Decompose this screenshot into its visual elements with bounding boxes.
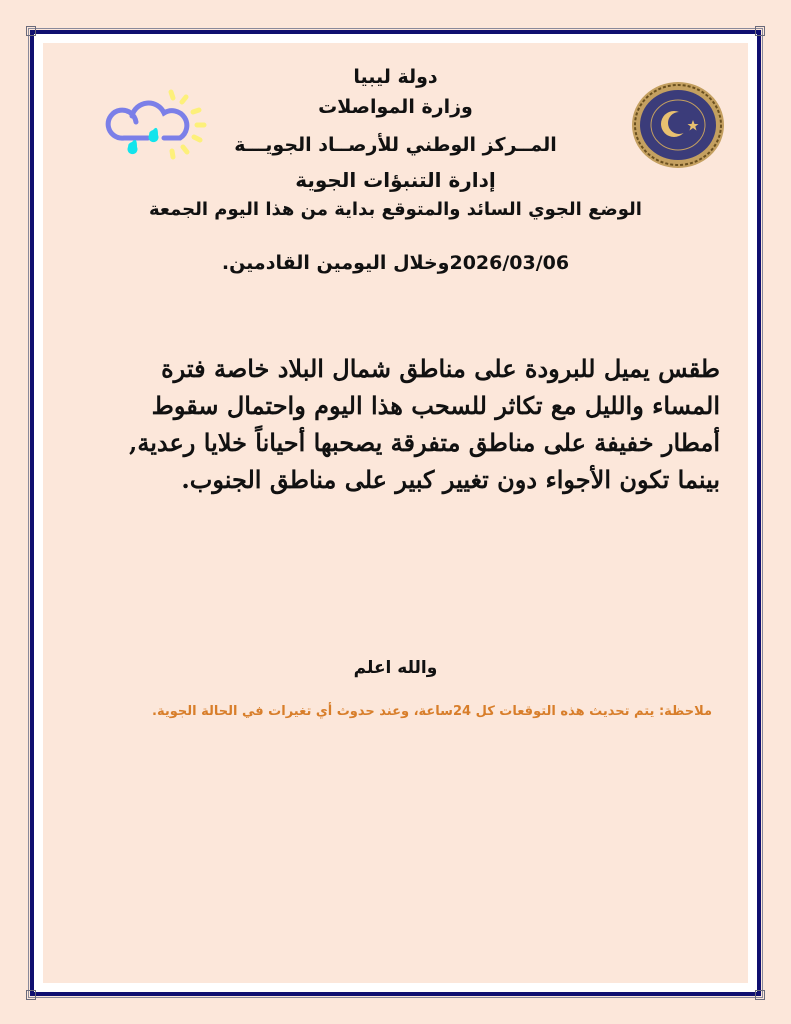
ministry-name: وزارة المواصلات bbox=[318, 96, 473, 118]
update-note: ملاحظة: يتم تحديث هذه التوقعات كل 24ساعة، وعند حدوث أي تغيرات في الحالة الجوية. bbox=[152, 704, 712, 719]
forecast-department-name: إدارة التنبؤات الجوية bbox=[295, 168, 496, 192]
forecast-date-line: 2026/03/06وخلال اليومين القادمين. bbox=[221, 252, 570, 274]
border-corner-ornament bbox=[26, 990, 36, 1000]
border-corner-ornament bbox=[26, 26, 36, 36]
meteorological-center-name: المــركز الوطني للأرصــاد الجويـــة bbox=[234, 134, 557, 156]
closing-phrase: والله اعلم bbox=[353, 658, 438, 678]
forecast-title: الوضع الجوي السائد والمتوقع بداية من هذا اليوم الجمعة bbox=[149, 199, 642, 220]
forecast-body: طقس يميل للبرودة على مناطق شمال البلاد خاصة فترة المساء والليل مع تكاثر للسحب هذا اليوم واحتمال سقوط أمطار خفيفة على مناطق متفرقة يصحبها أحياناً خلايا رعدية, بينما تكون الأجواء دون تغيير كبير على مناطق الجنوب. bbox=[128, 354, 720, 494]
border-corner-ornament bbox=[755, 990, 765, 1000]
border-corner-ornament bbox=[755, 26, 765, 36]
country-name: دولة ليبيا bbox=[353, 66, 438, 88]
libya-government-seal-icon bbox=[630, 80, 726, 170]
